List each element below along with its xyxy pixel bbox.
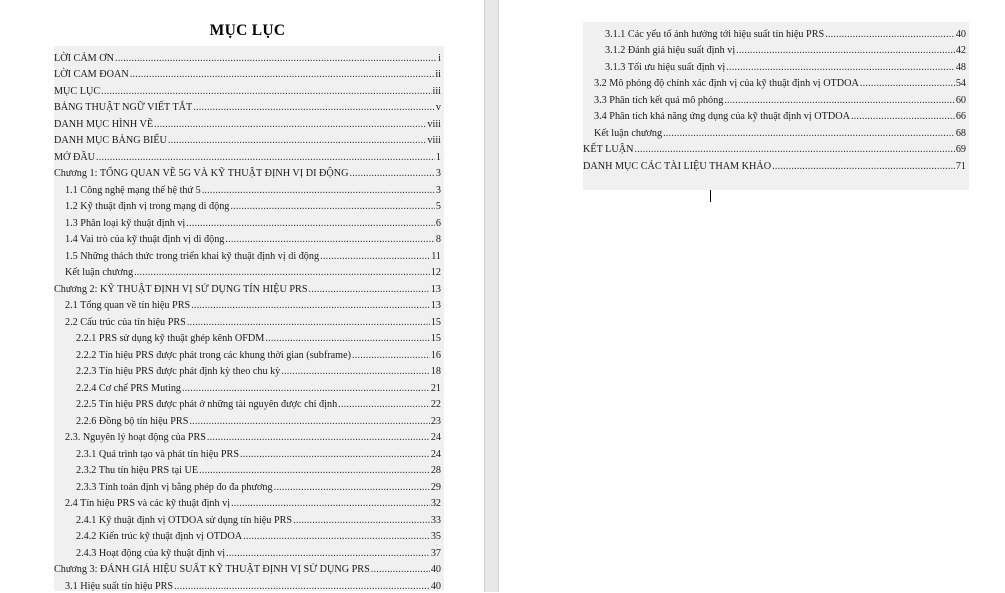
toc-entry-text: BẢNG THUẬT NGỮ VIẾT TẮT — [54, 102, 193, 113]
toc-entry[interactable] — [583, 24, 966, 41]
toc-page-number: 32 — [430, 498, 441, 509]
toc-page-number: 54 — [955, 78, 966, 89]
toc-leader-dots — [115, 53, 437, 65]
toc-page-number: 40 — [430, 564, 441, 575]
toc-page-number: 12 — [430, 267, 441, 278]
toc-entry-text: Chương 1: TỔNG QUAN VỀ 5G VÀ KỸ THUẬT ĐỊNH VỊ DI ĐỘNG — [54, 168, 349, 179]
toc-leader-dots — [191, 300, 430, 312]
toc-page-number: 16 — [430, 349, 441, 361]
toc-page-number: 6 — [435, 217, 441, 229]
toc-page-number: 71 — [955, 160, 966, 172]
toc-leader-dots — [101, 86, 431, 98]
toc-entry[interactable] — [54, 411, 441, 428]
toc-page-number: ii — [435, 69, 441, 80]
toc-leader-dots — [187, 317, 430, 329]
toc-page-number: 40 — [430, 580, 441, 592]
toc-entry[interactable] — [54, 296, 441, 313]
toc-leader-dots — [231, 498, 430, 510]
toc-entry[interactable] — [583, 57, 966, 74]
toc-page-number: 28 — [430, 465, 441, 476]
toc-leader-dots — [130, 69, 435, 81]
toc-entry[interactable] — [54, 362, 441, 379]
toc-entry-text: 2.1 Tổng quan về tín hiệu PRS — [65, 300, 191, 311]
toc-page-number: 66 — [955, 111, 966, 122]
toc-entry[interactable] — [54, 312, 441, 329]
toc-leader-dots — [202, 185, 435, 197]
toc-page-number: 5 — [435, 201, 441, 212]
toc-leader-dots — [663, 128, 955, 140]
toc-entry-text: LỜI CAM ĐOAN — [54, 69, 129, 80]
toc-entry[interactable] — [54, 230, 441, 247]
toc-leader-dots — [274, 482, 430, 494]
toc-entry-text: 2.2 Cấu trúc của tín hiệu PRS — [65, 316, 186, 328]
toc-entry[interactable] — [583, 156, 966, 173]
toc-entry[interactable] — [583, 140, 966, 157]
toc-entry-text: 1.2 Kỹ thuật định vị trong mạng di động — [65, 201, 230, 212]
toc-page-number: 35 — [430, 531, 441, 542]
toc-entry[interactable] — [54, 576, 441, 593]
toc-entry-text: 2.2.3 Tín hiệu PRS được phát định kỳ theo chu kỳ — [76, 366, 281, 377]
toc-page-number: 33 — [430, 514, 441, 526]
toc-entry-text: 2.3.2 Thu tín hiệu PRS tại UE — [76, 465, 199, 476]
toc-page-number: 37 — [430, 547, 441, 559]
toc-leader-dots — [240, 449, 430, 461]
toc-entry[interactable] — [54, 543, 441, 560]
toc-page-number: 3 — [435, 168, 441, 179]
toc-leader-dots — [726, 62, 955, 74]
toc-entry-text: 2.2.4 Cơ chế PRS Muting — [76, 382, 182, 394]
toc-page-number: i — [438, 52, 441, 64]
toc-leader-dots — [225, 234, 435, 246]
toc-list-right — [583, 24, 966, 173]
page-gutter — [484, 0, 499, 592]
toc-entry[interactable] — [54, 510, 441, 527]
toc-entry[interactable] — [54, 213, 441, 230]
toc-entry[interactable] — [54, 180, 441, 197]
toc-entry-text: 2.3. Nguyên lý hoạt động của PRS — [65, 432, 206, 443]
toc-entry-text: 1.1 Công nghệ mạng thế hệ thứ 5 — [65, 184, 201, 196]
toc-entry[interactable] — [583, 41, 966, 58]
toc-entry-text: 2.2.2 Tín hiệu PRS được phát trong các khung thời gian (subframe) — [76, 349, 351, 361]
toc-leader-dots — [226, 548, 430, 560]
toc-leader-dots — [134, 267, 430, 279]
toc-entry-text: KẾT LUẬN — [583, 144, 634, 155]
toc-entry-text: 3.1.3 Tối ưu hiệu suất định vị — [605, 61, 726, 73]
toc-page-number: viii — [427, 118, 441, 130]
toc-leader-dots — [772, 161, 955, 173]
toc-leader-dots — [186, 218, 435, 230]
toc-entry-text: 1.3 Phân loại kỹ thuật định vị — [65, 217, 186, 229]
toc-leader-dots — [193, 102, 435, 114]
toc-entry[interactable] — [54, 48, 441, 65]
toc-page-number: 11 — [431, 250, 441, 262]
toc-page-number: 8 — [435, 234, 441, 245]
toc-leader-dots — [825, 29, 955, 41]
toc-page-number: 42 — [955, 45, 966, 56]
toc-leader-dots — [338, 399, 430, 411]
toc-leader-dots — [634, 144, 954, 156]
toc-page-number: 68 — [955, 127, 966, 139]
toc-entry-text: 2.2.5 Tín hiệu PRS được phát ở những tài nguyên được chỉ định — [76, 399, 338, 410]
toc-entry-text: 1.5 Những thách thức trong triển khai kỹ thuật định vị di động — [65, 250, 320, 262]
toc-leader-dots — [309, 284, 430, 296]
toc-page-number: 3 — [435, 184, 441, 196]
toc-entry-text: DANH MỤC HÌNH VẼ — [54, 118, 154, 130]
toc-leader-dots — [243, 531, 430, 543]
toc-entry[interactable] — [54, 477, 441, 494]
toc-entry[interactable] — [54, 114, 441, 131]
toc-leader-dots — [352, 350, 430, 362]
toc-page-number: 15 — [430, 333, 441, 344]
toc-entry[interactable] — [54, 345, 441, 362]
toc-entry[interactable] — [54, 444, 441, 461]
toc-entry[interactable] — [54, 98, 441, 115]
toc-page-number: 24 — [430, 432, 441, 443]
toc-entry-text: 2.2.1 PRS sử dụng kỹ thuật ghép kênh OFDM — [76, 333, 265, 344]
toc-page-number: 60 — [955, 94, 966, 106]
toc-leader-dots — [230, 201, 435, 213]
toc-page-number: 29 — [430, 481, 441, 493]
toc-entry[interactable] — [54, 197, 441, 214]
toc-entry[interactable] — [54, 81, 441, 98]
toc-entry[interactable] — [54, 246, 441, 263]
toc-entry-text: LỜI CẢM ƠN — [54, 52, 114, 64]
toc-leader-dots — [851, 111, 955, 123]
toc-page-number: 21 — [430, 382, 441, 394]
toc-entry-text: 3.1.1 Các yếu tố ảnh hưởng tới hiệu suất tín hiệu PRS — [605, 28, 825, 40]
toc-entry[interactable] — [583, 123, 966, 140]
toc-leader-dots — [736, 45, 955, 57]
toc-entry-text: DANH MỤC CÁC TÀI LIỆU THAM KHẢO — [583, 160, 772, 172]
toc-entry[interactable] — [54, 560, 441, 577]
toc-list-left — [54, 48, 441, 593]
toc-entry-text: 2.4.3 Hoạt động của kỹ thuật định vị — [76, 547, 226, 559]
toc-leader-dots — [168, 135, 426, 147]
toc-leader-dots — [154, 119, 426, 131]
toc-leader-dots — [265, 333, 429, 345]
toc-entry[interactable] — [54, 329, 441, 346]
toc-entry-text: 3.1 Hiệu suất tín hiệu PRS — [65, 580, 174, 592]
toc-page-number: 15 — [430, 316, 441, 328]
toc-page-number: 13 — [430, 283, 441, 295]
toc-entry-text: 3.2 Mô phỏng độ chính xác định vị của kỹ thuật định vị OTDOA — [594, 78, 859, 89]
toc-leader-dots — [320, 251, 430, 263]
toc-entry-text: 3.4 Phân tích khả năng ứng dụng của kỹ thuật định vị OTDOA — [594, 111, 850, 122]
toc-entry-text: 2.3.1 Quá trình tạo và phát tín hiệu PRS — [76, 448, 239, 460]
toc-entry[interactable] — [54, 164, 441, 181]
toc-page-number: 24 — [430, 448, 441, 460]
toc-entry-text: 3.1.2 Đánh giá hiệu suất định vị — [605, 45, 736, 56]
text-cursor — [710, 190, 711, 202]
toc-leader-dots — [349, 168, 434, 180]
toc-page-number: 48 — [955, 61, 966, 73]
toc-page-number: iii — [432, 85, 441, 97]
toc-entry[interactable] — [54, 494, 441, 511]
toc-entry[interactable] — [54, 279, 441, 296]
toc-page-number: v — [435, 102, 441, 113]
toc-entry[interactable] — [583, 74, 966, 91]
toc-entry[interactable] — [583, 107, 966, 124]
toc-leader-dots — [96, 152, 435, 164]
toc-entry[interactable] — [54, 131, 441, 148]
toc-page-number: viii — [427, 135, 441, 146]
toc-entry[interactable] — [54, 263, 441, 280]
toc-entry-text: MỤC LỤC — [54, 85, 101, 97]
toc-leader-dots — [199, 465, 430, 477]
toc-leader-dots — [293, 515, 430, 527]
toc-entry-text: 2.4.2 Kiến trúc kỹ thuật định vị OTDOA — [76, 531, 243, 542]
toc-leader-dots — [174, 581, 430, 593]
toc-entry-text: 2.4.1 Kỹ thuật định vị OTDOA sử dụng tín hiệu PRS — [76, 514, 293, 526]
toc-entry[interactable] — [54, 65, 441, 82]
toc-entry[interactable] — [54, 461, 441, 478]
toc-page-number: 13 — [430, 300, 441, 311]
toc-entry-text: Chương 2: KỸ THUẬT ĐỊNH VỊ SỬ DỤNG TÍN HIỆU PRS — [54, 283, 308, 295]
toc-entry-text: MỞ ĐẦU — [54, 151, 96, 163]
toc-entry[interactable] — [54, 378, 441, 395]
toc-page-number: 1 — [435, 151, 441, 163]
toc-page-number: 22 — [430, 399, 441, 410]
toc-title: MỤC LỤC — [209, 22, 286, 39]
toc-leader-dots — [281, 366, 430, 378]
toc-entry-text: DANH MỤC BẢNG BIỂU — [54, 135, 167, 146]
toc-leader-dots — [724, 95, 955, 107]
toc-page-number: 40 — [955, 28, 966, 40]
toc-leader-dots — [860, 78, 955, 90]
toc-entry-text: Kết luận chương — [594, 127, 663, 139]
toc-leader-dots — [189, 416, 429, 428]
toc-page-number: 69 — [955, 144, 966, 155]
toc-entry[interactable] — [54, 395, 441, 412]
toc-entry-text: 3.3 Phân tích kết quả mô phỏng — [594, 94, 724, 106]
toc-entry[interactable] — [54, 147, 441, 164]
toc-entry-text: Chương 3: ĐÁNH GIÁ HIỆU SUẤT KỸ THUẬT ĐỊNH VỊ SỬ DỤNG PRS — [54, 564, 370, 575]
toc-leader-dots — [182, 383, 430, 395]
toc-page-number: 18 — [430, 366, 441, 377]
toc-entry-text: 2.3.3 Tính toán định vị bằng phép đo đa phương — [76, 481, 273, 493]
toc-leader-dots — [207, 432, 430, 444]
toc-entry-text: 1.4 Vai trò của kỹ thuật định vị di động — [65, 234, 225, 245]
toc-leader-dots — [371, 564, 430, 576]
toc-entry-text: 2.2.6 Đồng bộ tín hiệu PRS — [76, 415, 189, 427]
toc-entry[interactable] — [54, 527, 441, 544]
toc-entry[interactable] — [583, 90, 966, 107]
toc-entry-text: 2.4 Tín hiệu PRS và các kỹ thuật định vị — [65, 498, 231, 509]
toc-entry-text: Kết luận chương — [65, 267, 134, 278]
toc-entry[interactable] — [54, 428, 441, 445]
toc-page-number: 23 — [430, 415, 441, 427]
